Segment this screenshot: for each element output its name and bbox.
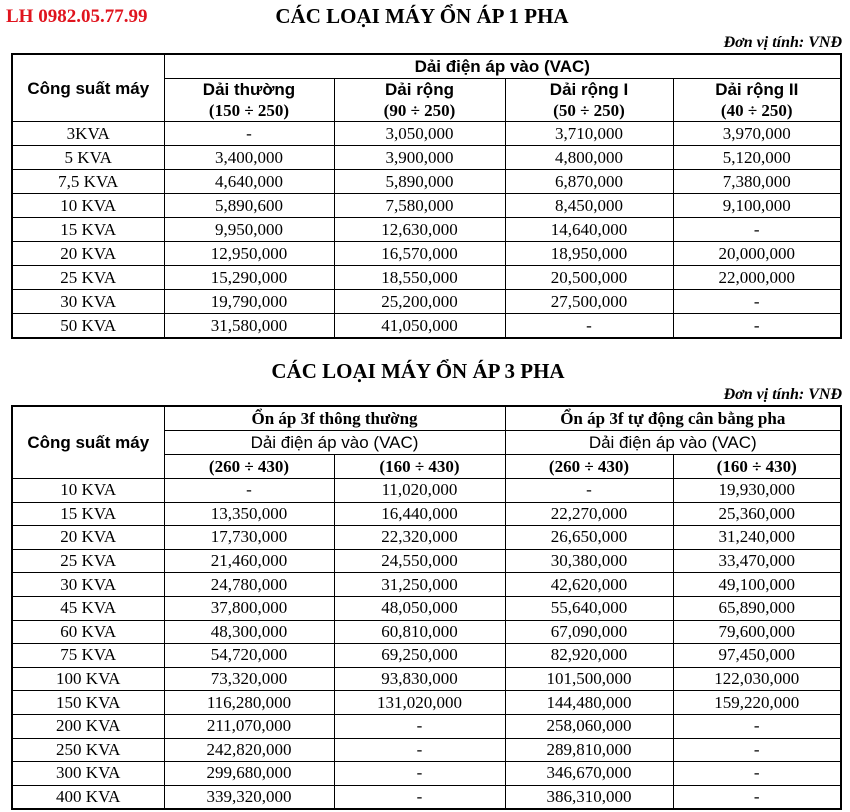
price-cell: 346,670,000 (505, 762, 673, 786)
table-row (12, 738, 841, 762)
table-row (12, 549, 841, 573)
capacity-cell: 15 KVA (12, 218, 164, 242)
price-cell: 19,930,000 (673, 479, 841, 503)
price-cell: 16,570,000 (334, 242, 505, 266)
capacity-cell: 400 KVA (12, 785, 164, 809)
voltage-range-subheader: Dải điện áp vào (VAC) (505, 431, 841, 455)
price-cell: 122,030,000 (673, 667, 841, 691)
range-column-header (334, 79, 505, 122)
price-cell: 22,000,000 (673, 266, 841, 290)
range-value: (150 ÷ 250) (208, 101, 290, 120)
price-cell: - (505, 314, 673, 339)
capacity-cell: 100 KVA (12, 667, 164, 691)
price-cell: 48,300,000 (164, 620, 334, 644)
price-cell: 5,890,000 (334, 170, 505, 194)
price-cell: 6,870,000 (505, 170, 673, 194)
capacity-cell: 60 KVA (12, 620, 164, 644)
table-row (12, 620, 841, 644)
price-cell: - (334, 714, 505, 738)
capacity-cell: 20 KVA (12, 242, 164, 266)
price-cell: 27,500,000 (505, 290, 673, 314)
price-cell: 5,120,000 (673, 146, 841, 170)
price-cell: 42,620,000 (505, 573, 673, 597)
capacity-cell: 7,5 KVA (12, 170, 164, 194)
table-row (12, 290, 841, 314)
price-cell: 67,090,000 (505, 620, 673, 644)
price-cell: 65,890,000 (673, 596, 841, 620)
price-cell: 41,050,000 (334, 314, 505, 339)
price-cell: 82,920,000 (505, 644, 673, 668)
price-cell: 14,640,000 (505, 218, 673, 242)
table-row (12, 242, 841, 266)
price-cell: 60,810,000 (334, 620, 505, 644)
price-cell: - (334, 785, 505, 809)
table-row (12, 218, 841, 242)
capacity-cell: 25 KVA (12, 266, 164, 290)
table-row (12, 170, 841, 194)
price-cell: 7,380,000 (673, 170, 841, 194)
price-cell: 69,250,000 (334, 644, 505, 668)
price-cell: 101,500,000 (505, 667, 673, 691)
price-cell: 31,250,000 (334, 573, 505, 597)
range-column-header (673, 79, 841, 122)
range-column-header (505, 79, 673, 122)
table-row (12, 785, 841, 809)
table-row (12, 479, 841, 503)
price-cell: 18,950,000 (505, 242, 673, 266)
capacity-cell: 300 KVA (12, 762, 164, 786)
capacity-cell: 15 KVA (12, 502, 164, 526)
price-cell: - (673, 314, 841, 339)
range-column-header: (260 ÷ 430) (505, 455, 673, 479)
table-row (12, 526, 841, 550)
price-cell: 242,820,000 (164, 738, 334, 762)
capacity-header: Công suất máy (12, 54, 164, 122)
price-cell: 8,450,000 (505, 194, 673, 218)
price-cell: 13,350,000 (164, 502, 334, 526)
price-cell: 48,050,000 (334, 596, 505, 620)
capacity-cell: 30 KVA (12, 573, 164, 597)
price-cell: - (505, 479, 673, 503)
price-cell: 49,100,000 (673, 573, 841, 597)
price-cell: - (673, 218, 841, 242)
price-cell: 3,710,000 (505, 122, 673, 146)
price-cell: 144,480,000 (505, 691, 673, 715)
table-row (12, 314, 841, 339)
capacity-cell: 50 KVA (12, 314, 164, 339)
table-row (12, 502, 841, 526)
price-cell: 289,810,000 (505, 738, 673, 762)
price-cell: 20,500,000 (505, 266, 673, 290)
table-row (12, 146, 841, 170)
table1-title: CÁC LOẠI MÁY ỔN ÁP 1 PHA (275, 4, 569, 28)
price-cell: 21,460,000 (164, 549, 334, 573)
range-column-header: (160 ÷ 430) (334, 455, 505, 479)
range-value: (50 ÷ 250) (553, 101, 625, 120)
price-cell: 3,050,000 (334, 122, 505, 146)
voltage-range-group-header: Dải điện áp vào (VAC) (164, 54, 841, 79)
capacity-cell: 30 KVA (12, 290, 164, 314)
table-row (12, 122, 841, 146)
price-cell: - (673, 738, 841, 762)
price-cell: 9,100,000 (673, 194, 841, 218)
price-cell: 386,310,000 (505, 785, 673, 809)
table-row (12, 714, 841, 738)
price-cell: - (673, 762, 841, 786)
price-cell: 5,890,600 (164, 194, 334, 218)
price-cell: 19,790,000 (164, 290, 334, 314)
capacity-cell: 25 KVA (12, 549, 164, 573)
range-name: Dải thường (202, 80, 296, 99)
table-row (12, 266, 841, 290)
capacity-cell: 10 KVA (12, 194, 164, 218)
price-cell: 17,730,000 (164, 526, 334, 550)
price-cell: 24,550,000 (334, 549, 505, 573)
table-row (12, 596, 841, 620)
price-cell: 211,070,000 (164, 714, 334, 738)
voltage-range-subheader: Dải điện áp vào (VAC) (164, 431, 505, 455)
price-cell: 93,830,000 (334, 667, 505, 691)
capacity-cell: 75 KVA (12, 644, 164, 668)
price-cell: 3,970,000 (673, 122, 841, 146)
price-cell: - (673, 785, 841, 809)
range-value: (90 ÷ 250) (383, 101, 456, 120)
price-cell: 31,240,000 (673, 526, 841, 550)
group-header-standard: Ổn áp 3f thông thường (164, 406, 505, 431)
price-cell: 22,270,000 (505, 502, 673, 526)
price-cell: 20,000,000 (673, 242, 841, 266)
price-cell: 7,580,000 (334, 194, 505, 218)
price-cell: 54,720,000 (164, 644, 334, 668)
capacity-cell: 3KVA (12, 122, 164, 146)
price-cell: 24,780,000 (164, 573, 334, 597)
price-cell: 299,680,000 (164, 762, 334, 786)
price-cell: 3,900,000 (334, 146, 505, 170)
three-phase-price-table (11, 405, 842, 810)
range-column-header (164, 79, 334, 122)
price-cell: 116,280,000 (164, 691, 334, 715)
range-column-header: (260 ÷ 430) (164, 455, 334, 479)
price-cell: 12,630,000 (334, 218, 505, 242)
table2-unit: Đơn vị tính: VNĐ (723, 386, 842, 403)
price-cell: 3,400,000 (164, 146, 334, 170)
capacity-cell: 150 KVA (12, 691, 164, 715)
price-cell: 4,800,000 (505, 146, 673, 170)
price-cell: - (164, 479, 334, 503)
price-cell: 33,470,000 (673, 549, 841, 573)
capacity-header: Công suất máy (12, 406, 164, 479)
price-cell: 12,950,000 (164, 242, 334, 266)
price-cell: 15,290,000 (164, 266, 334, 290)
capacity-cell: 250 KVA (12, 738, 164, 762)
table-row (12, 691, 841, 715)
price-cell: 97,450,000 (673, 644, 841, 668)
price-cell: 159,220,000 (673, 691, 841, 715)
price-cell: - (334, 738, 505, 762)
table1-unit: Đơn vị tính: VNĐ (723, 34, 842, 51)
price-cell: 26,650,000 (505, 526, 673, 550)
hotline-text: LH 0982.05.77.99 (6, 6, 148, 27)
price-cell: 258,060,000 (505, 714, 673, 738)
price-cell: - (164, 122, 334, 146)
range-name: Dải rộng (385, 80, 454, 99)
price-cell: 18,550,000 (334, 266, 505, 290)
price-cell: - (334, 762, 505, 786)
table2-title: CÁC LOẠI MÁY ỔN ÁP 3 PHA (271, 359, 565, 383)
price-cell: 131,020,000 (334, 691, 505, 715)
table-row (12, 644, 841, 668)
price-cell: 9,950,000 (164, 218, 334, 242)
range-value: (40 ÷ 250) (720, 101, 793, 120)
price-cell: 16,440,000 (334, 502, 505, 526)
range-name: Dải rộng II (715, 80, 799, 99)
price-cell: 11,020,000 (334, 479, 505, 503)
table-row (12, 762, 841, 786)
price-cell: 55,640,000 (505, 596, 673, 620)
price-cell: - (673, 714, 841, 738)
table-row (12, 194, 841, 218)
capacity-cell: 10 KVA (12, 479, 164, 503)
price-cell: 37,800,000 (164, 596, 334, 620)
price-cell: - (673, 290, 841, 314)
price-cell: 339,320,000 (164, 785, 334, 809)
price-cell: 25,200,000 (334, 290, 505, 314)
table-row (12, 667, 841, 691)
capacity-cell: 45 KVA (12, 596, 164, 620)
table-row (12, 573, 841, 597)
price-cell: 4,640,000 (164, 170, 334, 194)
price-cell: 25,360,000 (673, 502, 841, 526)
capacity-cell: 20 KVA (12, 526, 164, 550)
price-cell: 22,320,000 (334, 526, 505, 550)
capacity-cell: 5 KVA (12, 146, 164, 170)
range-name: Dải rộng I (549, 80, 629, 99)
price-cell: 30,380,000 (505, 549, 673, 573)
single-phase-price-table (11, 53, 842, 339)
price-cell: 31,580,000 (164, 314, 334, 339)
capacity-cell: 200 KVA (12, 714, 164, 738)
group-header-auto-balance: Ổn áp 3f tự động cân bằng pha (505, 406, 841, 431)
price-cell: 73,320,000 (164, 667, 334, 691)
range-column-header: (160 ÷ 430) (673, 455, 841, 479)
price-cell: 79,600,000 (673, 620, 841, 644)
